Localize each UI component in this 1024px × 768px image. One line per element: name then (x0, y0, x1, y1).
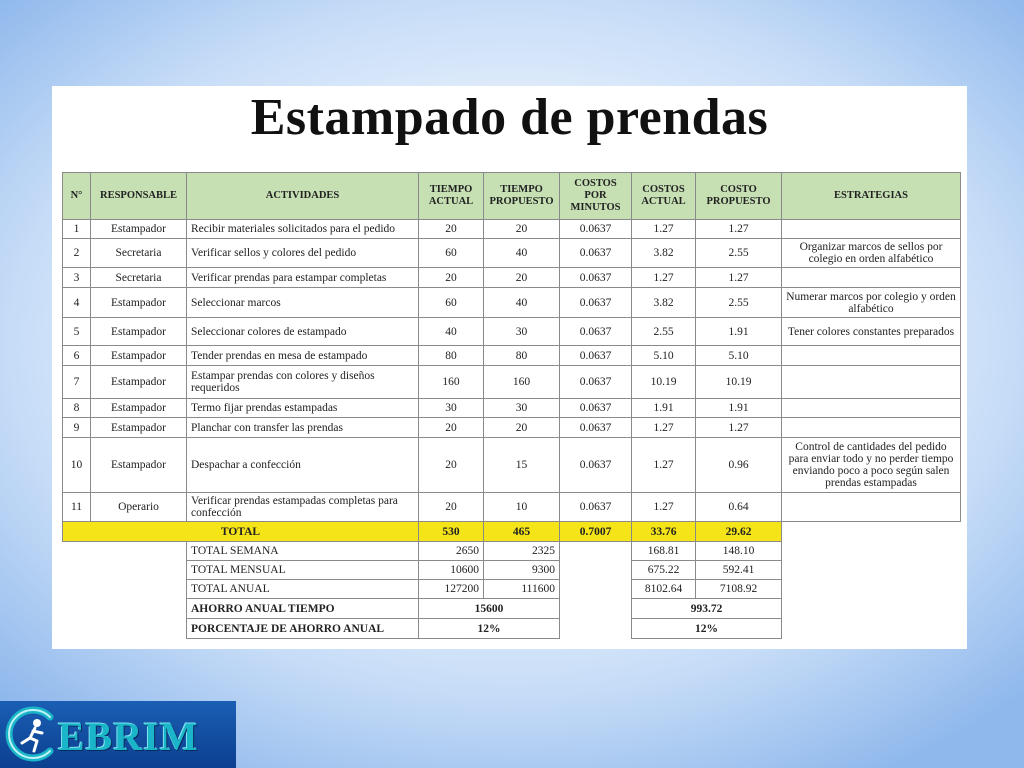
total-costo-minuto: 0.7007 (560, 522, 632, 542)
cell-costo-minuto: 0.0637 (560, 268, 632, 288)
cell-costo-minuto: 0.0637 (560, 220, 632, 239)
header-tiempo-propuesto: TIEMPO PROPUESTO (484, 173, 560, 220)
cell-tiempo-propuesto: 20 (484, 268, 560, 288)
cell-responsable: Estampador (91, 318, 187, 346)
cell-costo-propuesto: 0.64 (696, 493, 782, 522)
cell-no: 11 (63, 493, 91, 522)
cell-costo-minuto: 0.0637 (560, 346, 632, 366)
cell-costo-propuesto: 1.27 (696, 418, 782, 438)
cell-costo-actual: 1.27 (632, 220, 696, 239)
cell-estrategia (782, 366, 961, 399)
table-row (63, 399, 961, 418)
header-estrategias: ESTRATEGIAS (782, 173, 961, 220)
cell-no: 8 (63, 399, 91, 418)
cell-costo-actual: 1.27 (632, 268, 696, 288)
cell-tiempo-actual: 30 (419, 399, 484, 418)
summary-tiempo-actual: 10600 (419, 561, 484, 580)
summary-costo-propuesto: 7108.92 (696, 580, 782, 599)
cell-actividad: Verificar prendas estampadas completas para confección (187, 493, 419, 522)
cell-costo-actual: 5.10 (632, 346, 696, 366)
cell-tiempo-actual: 20 (419, 493, 484, 522)
page-title: Estampado de prendas (250, 89, 769, 146)
cell-actividad: Estampar prendas con colores y diseños requeridos (187, 366, 419, 399)
cell-tiempo-actual: 80 (419, 346, 484, 366)
cell-tiempo-propuesto: 160 (484, 366, 560, 399)
slide-card (52, 86, 967, 649)
cell-costo-minuto: 0.0637 (560, 493, 632, 522)
summary-costo-propuesto: 148.10 (696, 542, 782, 561)
porcentaje-costo: 12% (632, 619, 782, 639)
cell-tiempo-actual: 20 (419, 220, 484, 239)
header-no: N° (63, 173, 91, 220)
header-responsable: RESPONSABLE (91, 173, 187, 220)
summary-costo-propuesto: 592.41 (696, 561, 782, 580)
summary-row-ahorro (63, 599, 961, 619)
cell-responsable: Estampador (91, 438, 187, 493)
summary-tiempo-propuesto: 9300 (484, 561, 560, 580)
cell-costo-minuto: 0.0637 (560, 418, 632, 438)
cell-estrategia (782, 399, 961, 418)
ahorro-label: AHORRO ANUAL TIEMPO (187, 599, 419, 619)
total-tiempo-propuesto: 465 (484, 522, 560, 542)
table-row (63, 239, 961, 268)
table-row (63, 288, 961, 318)
cell-no: 7 (63, 366, 91, 399)
summary-costo-actual: 8102.64 (632, 580, 696, 599)
cell-costo-minuto: 0.0637 (560, 239, 632, 268)
table-row (63, 418, 961, 438)
blank-cell (782, 522, 961, 542)
cell-tiempo-actual: 60 (419, 239, 484, 268)
cell-costo-propuesto: 2.55 (696, 239, 782, 268)
cell-costo-actual: 1.27 (632, 438, 696, 493)
cell-tiempo-actual: 40 (419, 318, 484, 346)
cell-estrategia (782, 493, 961, 522)
cell-tiempo-propuesto: 80 (484, 346, 560, 366)
cell-tiempo-propuesto: 30 (484, 318, 560, 346)
cell-no: 3 (63, 268, 91, 288)
cell-costo-actual: 1.91 (632, 399, 696, 418)
cell-tiempo-actual: 60 (419, 288, 484, 318)
cell-tiempo-propuesto: 40 (484, 288, 560, 318)
summary-row-anual (63, 580, 961, 599)
cell-costo-actual: 1.27 (632, 493, 696, 522)
cell-estrategia: Tener colores constantes preparados (782, 318, 961, 346)
cell-responsable: Estampador (91, 399, 187, 418)
cell-responsable: Estampador (91, 288, 187, 318)
table-row (63, 268, 961, 288)
cost-table (62, 172, 961, 639)
cell-actividad: Tender prendas en mesa de estampado (187, 346, 419, 366)
header-costo-propuesto: COSTO PROPUESTO (696, 173, 782, 220)
cell-tiempo-actual: 160 (419, 366, 484, 399)
cell-costo-minuto: 0.0637 (560, 288, 632, 318)
cell-responsable: Estampador (91, 366, 187, 399)
header-tiempo-actual: TIEMPO ACTUAL (419, 173, 484, 220)
porcentaje-tiempo: 12% (419, 619, 560, 639)
cell-no: 6 (63, 346, 91, 366)
ahorro-tiempo: 15600 (419, 599, 560, 619)
cell-tiempo-propuesto: 20 (484, 418, 560, 438)
cell-costo-minuto: 0.0637 (560, 399, 632, 418)
cell-no: 10 (63, 438, 91, 493)
total-row (63, 522, 961, 542)
cell-estrategia (782, 418, 961, 438)
logo-text: EBRIM (58, 714, 199, 759)
cell-responsable: Secretaria (91, 268, 187, 288)
cell-actividad: Planchar con transfer las prendas (187, 418, 419, 438)
cell-estrategia (782, 346, 961, 366)
cell-actividad: Verificar prendas para estampar completas (187, 268, 419, 288)
cell-costo-actual: 3.82 (632, 239, 696, 268)
cell-costo-propuesto: 5.10 (696, 346, 782, 366)
table-row (63, 493, 961, 522)
total-costo-actual: 33.76 (632, 522, 696, 542)
summary-tiempo-actual: 127200 (419, 580, 484, 599)
porcentaje-label: PORCENTAJE DE AHORRO ANUAL (187, 619, 419, 639)
cell-responsable: Estampador (91, 346, 187, 366)
cell-actividad: Seleccionar colores de estampado (187, 318, 419, 346)
summary-tiempo-propuesto: 111600 (484, 580, 560, 599)
summary-costo-actual: 168.81 (632, 542, 696, 561)
cell-actividad: Seleccionar marcos (187, 288, 419, 318)
cell-costo-propuesto: 1.27 (696, 220, 782, 239)
cell-tiempo-actual: 20 (419, 438, 484, 493)
cell-costo-propuesto: 10.19 (696, 366, 782, 399)
cell-actividad: Termo fijar prendas estampadas (187, 399, 419, 418)
table-row (63, 318, 961, 346)
cell-tiempo-propuesto: 30 (484, 399, 560, 418)
cell-actividad: Verificar sellos y colores del pedido (187, 239, 419, 268)
summary-tiempo-propuesto: 2325 (484, 542, 560, 561)
cell-responsable: Estampador (91, 418, 187, 438)
table-header-row (63, 173, 961, 220)
table-row (63, 220, 961, 239)
table-row (63, 366, 961, 399)
cell-estrategia: Numerar marcos por colegio y orden alfabético (782, 288, 961, 318)
cell-costo-propuesto: 1.91 (696, 399, 782, 418)
cell-costo-minuto: 0.0637 (560, 438, 632, 493)
cell-no: 1 (63, 220, 91, 239)
cell-responsable: Secretaria (91, 239, 187, 268)
summary-tiempo-actual: 2650 (419, 542, 484, 561)
cell-costo-actual: 3.82 (632, 288, 696, 318)
header-actividades: ACTIVIDADES (187, 173, 419, 220)
cebrim-logo (0, 701, 236, 768)
cell-costo-actual: 2.55 (632, 318, 696, 346)
cell-estrategia (782, 268, 961, 288)
cell-responsable: Estampador (91, 220, 187, 239)
cell-costo-minuto: 0.0637 (560, 366, 632, 399)
total-tiempo-actual: 530 (419, 522, 484, 542)
cell-costo-propuesto: 2.55 (696, 288, 782, 318)
cell-tiempo-propuesto: 15 (484, 438, 560, 493)
cell-tiempo-propuesto: 20 (484, 220, 560, 239)
table-row (63, 438, 961, 493)
total-label: TOTAL (63, 522, 419, 542)
cell-costo-propuesto: 0.96 (696, 438, 782, 493)
cell-estrategia: Organizar marcos de sellos por colegio en orden alfabético (782, 239, 961, 268)
summary-costo-actual: 675.22 (632, 561, 696, 580)
cell-no: 2 (63, 239, 91, 268)
summary-row-mensual (63, 561, 961, 580)
runner-c-icon (4, 705, 62, 763)
cell-tiempo-actual: 20 (419, 268, 484, 288)
table-row (63, 346, 961, 366)
summary-row-semana (63, 542, 961, 561)
cell-no: 9 (63, 418, 91, 438)
cell-costo-actual: 10.19 (632, 366, 696, 399)
cell-costo-propuesto: 1.27 (696, 268, 782, 288)
summary-row-porcentaje (63, 619, 961, 639)
ahorro-costo: 993.72 (632, 599, 782, 619)
cell-costo-propuesto: 1.91 (696, 318, 782, 346)
cell-estrategia (782, 220, 961, 239)
summary-label: TOTAL SEMANA (187, 542, 419, 561)
cell-estrategia: Control de cantidades del pedido para enviar todo y no perder tiempo enviando poco a poco según salen prendas estampadas (782, 438, 961, 493)
header-costos-minutos: COSTOS POR MINUTOS (560, 173, 632, 220)
total-costo-propuesto: 29.62 (696, 522, 782, 542)
summary-label: TOTAL ANUAL (187, 580, 419, 599)
cell-tiempo-propuesto: 40 (484, 239, 560, 268)
cell-responsable: Operario (91, 493, 187, 522)
cell-tiempo-propuesto: 10 (484, 493, 560, 522)
summary-label: TOTAL MENSUAL (187, 561, 419, 580)
cell-actividad: Despachar a confección (187, 438, 419, 493)
header-costos-actual: COSTOS ACTUAL (632, 173, 696, 220)
cell-tiempo-actual: 20 (419, 418, 484, 438)
cell-actividad: Recibir materiales solicitados para el pedido (187, 220, 419, 239)
cell-costo-actual: 1.27 (632, 418, 696, 438)
cell-no: 5 (63, 318, 91, 346)
cell-no: 4 (63, 288, 91, 318)
cell-costo-minuto: 0.0637 (560, 318, 632, 346)
